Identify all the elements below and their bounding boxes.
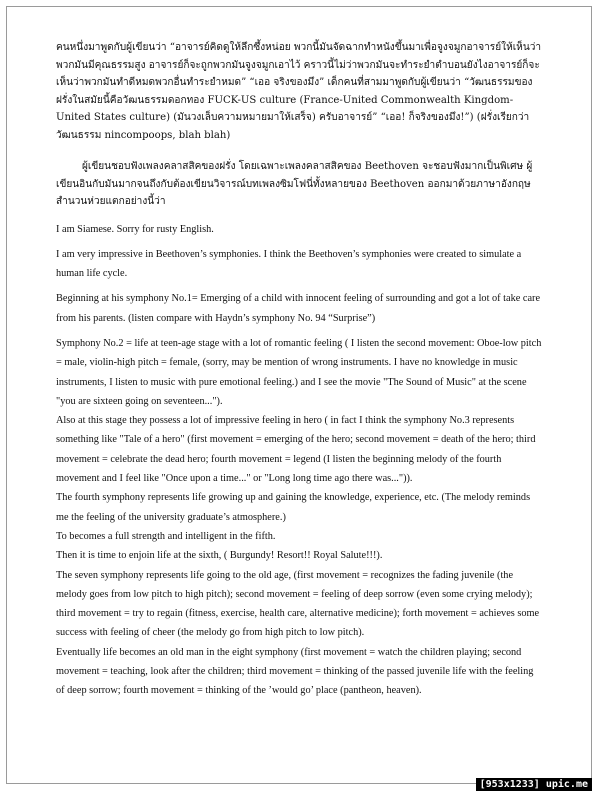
english-paragraph-10: Eventually life becomes an old man in the eight symphony (first movement = watch the children playing; second movement = teaching, look after the children; third movement = thinking of the passed juvenile life with the feeling of deep sorrow; fourth movement = thinking of the ’would go’ place (pantheon, heaven). xyxy=(56,646,534,697)
thai-paragraph-1: คนหนึ่งมาพูดกับผู้เขียนว่า “อาจารย์คิดดูให้ลึกซึ้งหน่อย พวกนี้มันจัดฉากทำหนังขึ้นมาเพื่อจูงจมูกอาจารย์ให้เห็นว่าพวกมันมีคุณธรรมสูง อาจารย์ก็จะถูกพวกมันจูงจมูกเอาไว้ คราวนี้ไม่ว่าพวกมันจะทำระยำตำบอนยังไงอาจารย์ก็จะเห็นว่าพวกมันทำดีหมดพวกอื่นทำระยำหมด” “เออ จริงของมึง” เด็กคนที่สามมาพูดกับผู้เขียนว่า “วัฒนธรรมของฝรั่งในสมัยนี้คือวัฒนธรรมดอกทอง FUCK-US culture (France-United Commonwealth Kingdom-United States culture) (มันวงเล็บความหมายมาให้เสร็จ) ครับอาจารย์” “เออ! ก็จริงของมึง!”) (ฝรั่งเรียกว่าวัฒนธรรม nincompoops, blah blah) xyxy=(56,42,542,141)
english-paragraph-5: Also at this stage they possess a lot of impressive feeling in hero ( in fact I think the symphony No.3 represents something like "Tale of a hero" (first movement = emerging of the hero; second movement = death of the hero; third movement = celebrate the dead hero; fourth movement = legend (I listen the beginning melody of the fourth movement and I feel like "Once upon a time..." or "Long long time ago there was...")). xyxy=(56,415,536,485)
document-page xyxy=(56,39,544,701)
english-paragraph-7: To becomes a full strength and intelligent in the fifth. xyxy=(56,530,276,542)
english-paragraph-6: The fourth symphony represents life growing up and gaining the knowledge, experience, etc. (The melody reminds me the feeling of the university graduate’s atmosphere.) xyxy=(56,492,531,523)
english-paragraph-8: Then it is time to enjoin life at the sixth, ( Burgundy! Resort!! Royal Salute!!!). xyxy=(56,550,383,562)
upic-watermark: [953x1233] upic.me xyxy=(476,778,592,791)
english-paragraph-1: I am Siamese. Sorry for rusty English. xyxy=(56,223,214,235)
english-paragraph-9: The seven symphony represents life going to the old age, (first movement = recognizes the fading juvenile (the melody goes from low pitch to high pitch); second movement = feeling of deep sorrow (even some crying melody); third movement = try to regain (fitness, exercise, health care, alternative medicine); forth movement = achieves some success with feeling of cheer (the melody go from high pitch to low pitch). xyxy=(56,569,540,639)
english-paragraph-2: I am very impressive in Beethoven’s symphonies. I think the Beethoven’s symphonies were created to simulate a human life cycle. xyxy=(56,248,522,280)
english-paragraph-3: Beginning at his symphony No.1= Emerging of a child with innocent feeling of surrounding and got a lot of take care from his parents. (listen compare with Haydn’s symphony No. 94 “Surprise”) xyxy=(56,293,541,324)
thai-paragraph-2: ผู้เขียนชอบฟังเพลงคลาสสิคของฝรั่ง โดยเฉพาะเพลงคลาสสิคของ Beethoven จะชอบฟังมากเป็นพิเศษ ผู้เขียนอินกับมันมากจนถึงกับต้องเขียนวิจารณ์บทเพลงซิมโฟนี่ทั้งหลายของ Beethoven ออกมาด้วยภาษาอังกฤษ สำนวนห่วยแตกอย่างนี้ว่า xyxy=(56,161,533,207)
english-paragraph-4: Symphony No.2 = life at teen-age stage with a lot of romantic feeling ( I listen the second movement: Oboe-low pitch = male, violin-high pitch = female, (sorry, may be mention of wrong instruments. I have no knowledge in music instruments, I listen to music with pure emotional feeling.) and I see the movie "The Sound of Music" at the scene "you are sixteen going on seventeen..."). xyxy=(56,337,542,407)
